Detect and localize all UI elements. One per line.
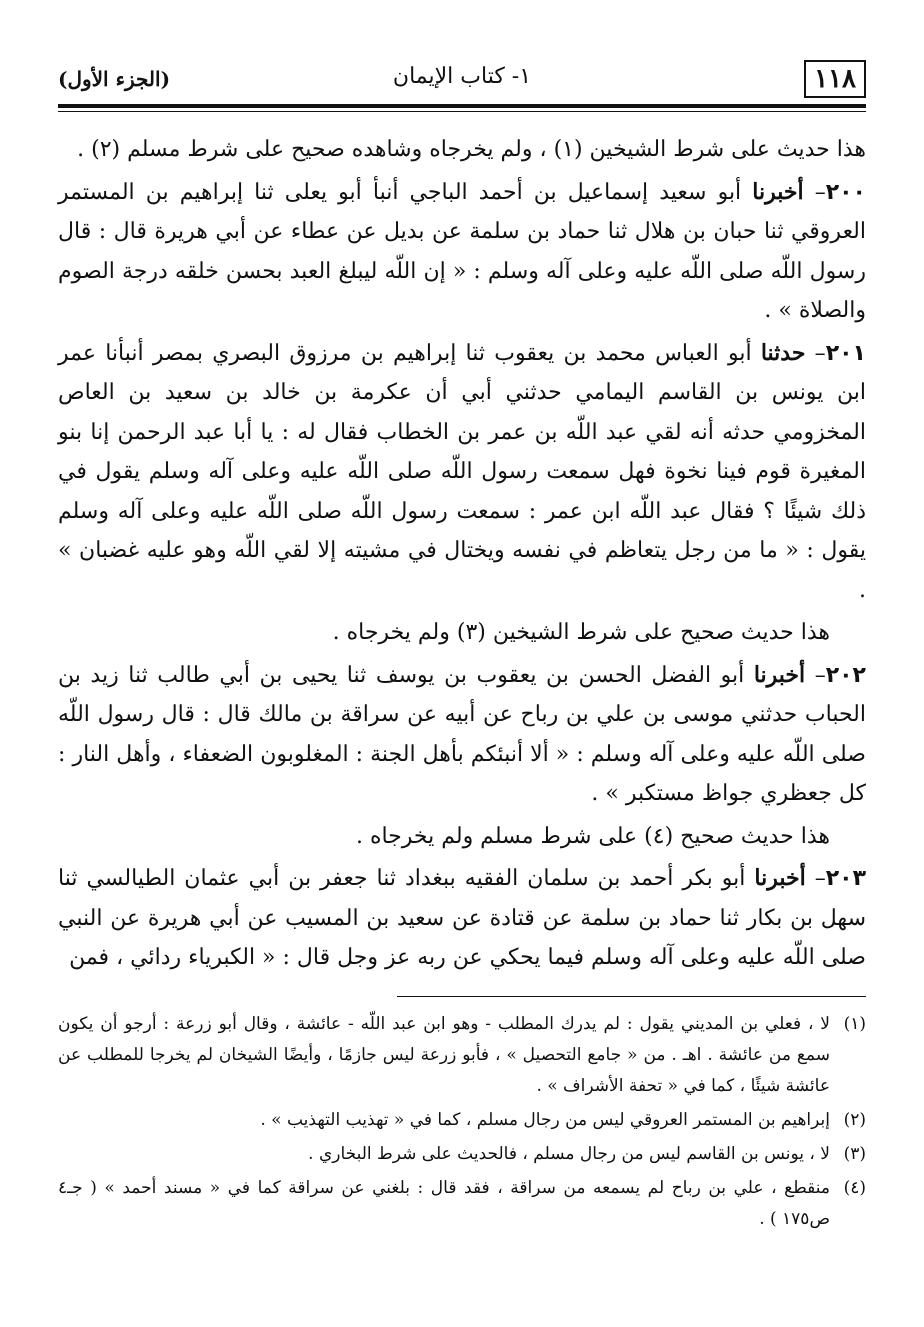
commentary-paragraph (58, 613, 866, 653)
paragraph-text: أبو العباس محمد بن يعقوب ثنا إبراهيم بن مرزوق البصري بمصر أنبأنا عمر ابن يونس بن القاسم اليمامي حدثني أبي أن عكرمة بن خالد بن سعيد بن العاص المخزومي حدثه أنه لقي عبد اللّه بن عمر بن الخطاب فقال له : يا أبا عبد الرحمن إنا بنو المغيرة قوم فينا نخوة فهل سمعت رسول اللّه صلى اللّه عليه وعلى آله وسلم يقول في ذلك شيئًا ؟ فقال عبد اللّه ابن عمر : سمعت رسول اللّه صلى اللّه عليه وعلى آله وسلم يقول : « ما من رجل يتعاظم في نفسه ويختال في مشيته إلا لقي اللّه وهو عليه غضبان » . (58, 340, 866, 603)
paragraph-text: أبو الفضل الحسن بن يعقوب بن يوسف ثنا يحيى بن أبي طالب ثنا زيد بن الحباب حدثني موسى بن علي بن رباح عن أبيه عن سراقة بن مالك قال : قال رسول اللّه صلى اللّه عليه وعلى آله وسلم : « ألا أنبئكم بأهل الجنة : المغلوبون الضعفاء ، وأهل النار : كل جعظري جواظ مستكبر » . (58, 662, 866, 806)
paragraph-text: هذا حديث صحيح على شرط الشيخين (٣) ولم يخرجاه . (332, 620, 830, 645)
header-rule (58, 104, 866, 108)
footnote-text: منقطع ، علي بن رباح لم يسمعه من سراقة ، فقد قال : بلغني عن سراقة كما في « مسند أحمد » ( جـ٤ ص١٧٥ ) . (58, 1177, 830, 1229)
hadith-paragraph: ٢٠٢– أخبرنا أبو الفضل الحسن بن يعقوب بن يوسف ثنا يحيى بن أبي طالب ثنا زيد بن الحباب حدثني موسى بن علي بن رباح عن أبيه عن سراقة بن مالك قال : قال رسول اللّه صلى اللّه عليه وعلى آله وسلم : « ألا أنبئكم بأهل الجنة : المغلوبون الضعفاء ، وأهل النار : كل جعظري جواظ مستكبر » . (58, 661, 866, 806)
hadith-number: ٢٠٢ (825, 662, 866, 688)
hadith-lead-word: أخبرنا (752, 178, 804, 205)
commentary-paragraph (58, 817, 866, 857)
page-body (58, 130, 866, 978)
paragraph-text: هذا حديث على شرط الشيخين (١) ، ولم يخرجاه وشاهده صحيح على شرط مسلم (٢) . (77, 137, 866, 162)
hadith-lead-word: أخبرنا (753, 661, 806, 688)
page-number: ١١٨ (804, 60, 866, 98)
paragraph-text: هذا حديث صحيح (٤) على شرط مسلم ولم يخرجاه . (355, 823, 830, 849)
chapter-title: ١- كتاب الإيمان (392, 64, 532, 89)
footnote-marker: (٣) (843, 1143, 866, 1164)
footnote (58, 1009, 866, 1102)
paragraph-text: أبو بكر أحمد بن سلمان الفقيه ببغداد ثنا جعفر بن أبي عثمان الطيالسي ثنا سهل بن بكار ثنا حماد بن سلمة عن قتادة عن سعيد بن المسيب عن أبي هريرة عن النبي صلى اللّه عليه وعلى آله وسلم فيما يحكي عن ربه عز وجل قال : « الكبرياء ردائي ، فمن (58, 866, 866, 970)
hadith-paragraph: ٢٠١– حدثنا أبو العباس محمد بن يعقوب ثنا إبراهيم بن مرزوق البصري بمصر أنبأنا عمر ابن يونس بن القاسم اليمامي حدثني أبي أن عكرمة بن خالد بن سعيد بن العاص المخزومي حدثه أنه لقي عبد اللّه بن عمر بن الخطاب فقال له : يا أبا عبد الرحمن إنا بنو المغيرة قوم فينا نخوة فهل سمعت رسول اللّه صلى اللّه عليه وعلى آله وسلم يقول في ذلك شيئًا ؟ فقال عبد اللّه ابن عمر : سمعت رسول اللّه صلى اللّه عليه وعلى آله وسلم يقول : « ما من رجل يتعاظم في نفسه ويختال في مشيته إلا لقي اللّه وهو عليه غضبان » . (58, 339, 866, 603)
footnote-text: لا ، يونس بن القاسم ليس من رجال مسلم ، فالحديث على شرط البخاري . (308, 1143, 830, 1164)
hadith-paragraph: ٢٠٠– أخبرنا أبو سعيد إسماعيل بن أحمد الباجي أنبأ أبو يعلى ثنا إبراهيم بن المستمر العروقي ثنا حبان بن هلال ثنا حماد بن سلمة عن بديل عن عطاء عن أبي هريرة قال : قال رسول اللّه صلى اللّه عليه وعلى آله وسلم : « إن اللّه ليبلغ العبد بحسن خلقه درجة الصوم والصلاة » . (58, 178, 866, 323)
hadith-number: ٢٠١ (825, 340, 866, 366)
footnotes (58, 1009, 866, 1235)
footnote (58, 1173, 866, 1235)
hadith-number: ٢٠٠ (825, 179, 866, 205)
footnote-text: لا ، فعلي بن المديني يقول : لم يدرك المطلب - وهو ابن عبد اللّه - عائشة ، وقال أبو زرعة : أرجو أن يكون سمع من عائشة . اهـ . من « جامع التحصيل » ، فأبو زرعة ليس جازمًا ، وأيضًا الشيخان لم يخرجا للمطلب عن عائشة شيئًا ، كما في « تحفة الأشراف » . (58, 1013, 830, 1096)
footnote (58, 1105, 866, 1136)
footnote-marker: (٤) (843, 1177, 866, 1198)
header-rule-thin (58, 111, 866, 112)
hadith-lead-word: أخبرنا (754, 865, 806, 891)
hadith-lead-word: حدثنا (760, 339, 806, 366)
footnote-text: إبراهيم بن المستمر العروقي ليس من رجال مسلم ، كما في « تهذيب التهذيب » . (260, 1109, 830, 1130)
commentary-paragraph (58, 130, 866, 170)
hadith-paragraph: ٢٠٣– أخبرنا أبو بكر أحمد بن سلمان الفقيه ببغداد ثنا جعفر بن أبي عثمان الطيالسي ثنا سهل بن بكار ثنا حماد بن سلمة عن قتادة عن سعيد بن المسيب عن أبي هريرة عن النبي صلى اللّه عليه وعلى آله وسلم فيما يحكي عن ربه عز وجل قال : « الكبرياء ردائي ، فمن (58, 865, 867, 970)
footnote-marker: (١) (843, 1013, 866, 1034)
page-header (58, 58, 866, 100)
paragraph-text: أبو سعيد إسماعيل بن أحمد الباجي أنبأ أبو يعلى ثنا إبراهيم بن المستمر العروقي ثنا حبان بن هلال ثنا حماد بن سلمة عن بديل عن عطاء عن أبي هريرة قال : قال رسول اللّه صلى اللّه عليه وعلى آله وسلم : « إن اللّه ليبلغ العبد بحسن خلقه درجة الصوم والصلاة » . (58, 179, 866, 323)
hadith-number: ٢٠٣ (825, 866, 867, 891)
volume-label: (الجزء الأول) (58, 67, 171, 91)
footnote-separator (397, 996, 866, 997)
footnote (58, 1139, 866, 1170)
footnote-marker: (٢) (843, 1109, 866, 1130)
